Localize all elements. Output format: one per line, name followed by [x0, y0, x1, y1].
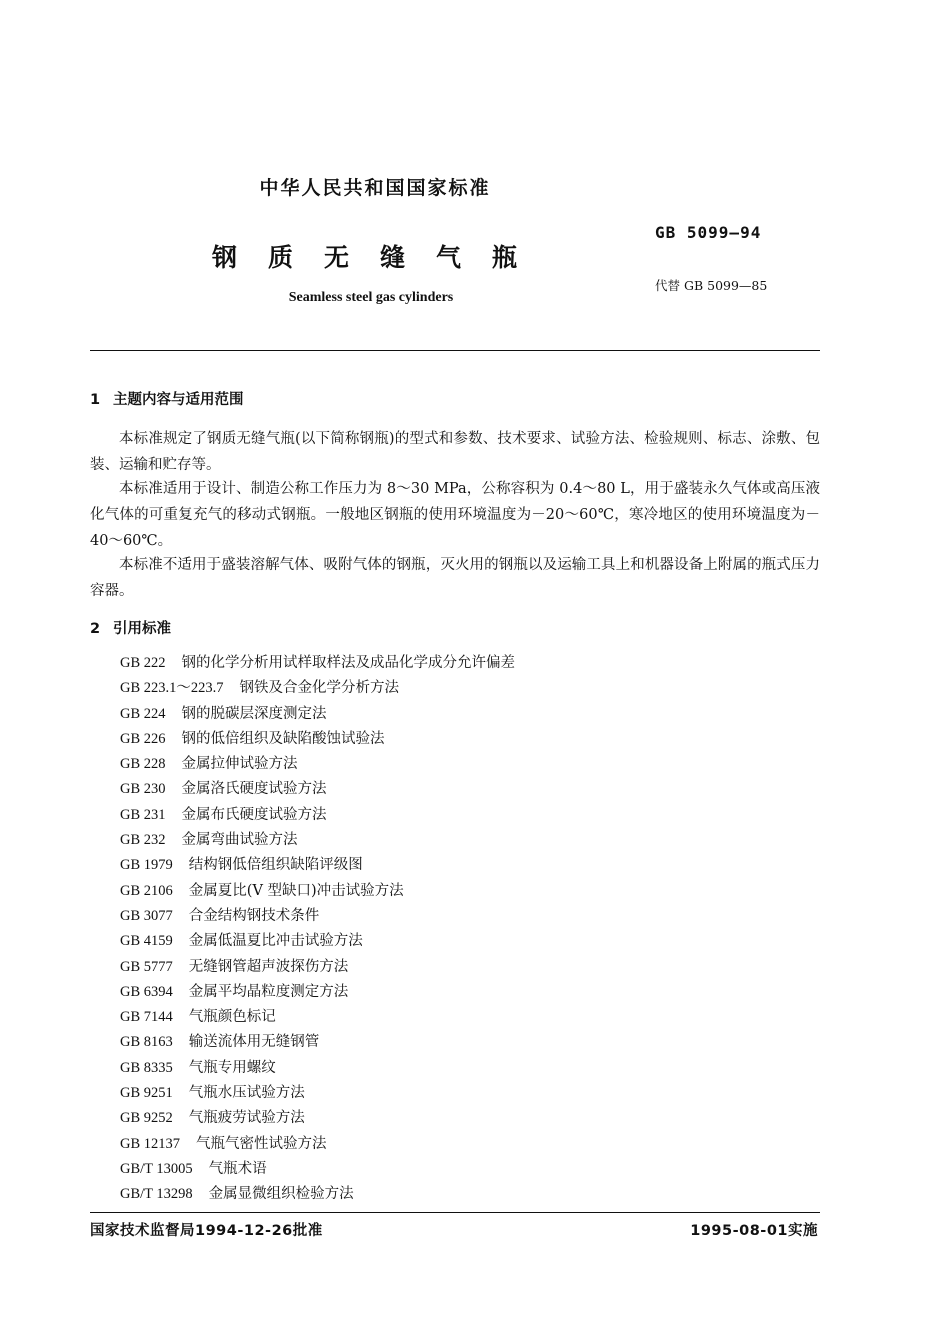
reference-list [120, 651, 515, 1208]
section-1-heading [90, 388, 244, 409]
reference-code: GB 9252 [120, 1110, 173, 1127]
reference-item [120, 1132, 515, 1157]
reference-title: 金属弯曲试验方法 [181, 832, 298, 849]
reference-item [120, 727, 515, 752]
reference-title: 钢的化学分析用试样取样法及成品化学成分允许偏差 [181, 655, 516, 671]
reference-title: 钢铁及合金化学分析方法 [239, 680, 400, 697]
reference-code: GB/T 13005 [120, 1160, 193, 1177]
section-1-paragraph-2: 本标准适用于设计、制造公称工作压力为 8～30 MPa，公称容积为 0.4～80 L，用于盛装永久气体或高压液化气体的可重复充气的移动式钢瓶。一般地区钢瓶的使用环境温度为－20～60℃，寒冷地区的使用环境温度为－40～60℃。 [90, 481, 820, 549]
reference-title: 无缝钢管超声波探伤方法 [188, 958, 349, 975]
section-2-title: 引用标准 [113, 621, 171, 637]
national-standard-title: 中华人民共和国国家标准 [259, 177, 491, 199]
document-title-cn: 钢质无缝气瓶 [212, 243, 549, 272]
reference-title: 金属显微组织检验方法 [208, 1186, 354, 1203]
reference-code: GB 12137 [120, 1135, 181, 1152]
reference-title: 钢的脱碳层深度测定法 [181, 705, 327, 722]
reference-item [120, 803, 515, 828]
reference-code: GB 232 [120, 832, 166, 849]
standard-number: GB 5099—94 [655, 223, 762, 242]
reference-item [120, 1106, 515, 1131]
reference-code: GB 2106 [120, 882, 173, 899]
reference-item [120, 1081, 515, 1106]
reference-title: 钢的低倍组织及缺陷酸蚀试验法 [181, 730, 385, 747]
reference-title: 金属夏比(V 型缺口)冲击试验方法 [188, 882, 404, 899]
reference-item [120, 828, 515, 853]
reference-code: GB 3077 [120, 907, 173, 924]
reference-item [120, 1157, 515, 1182]
reference-item [120, 651, 515, 676]
reference-item [120, 853, 515, 878]
reference-title: 金属低温夏比冲击试验方法 [188, 933, 363, 950]
reference-code: GB 7144 [120, 1009, 173, 1026]
footer-divider [90, 1212, 820, 1213]
reference-title: 合金结构钢技术条件 [188, 907, 320, 924]
reference-code: GB 5777 [120, 958, 173, 975]
reference-item [120, 879, 515, 904]
reference-code: GB/T 13298 [120, 1186, 193, 1203]
section-1-number: 1 [90, 392, 101, 408]
reference-title: 气瓶颜色标记 [188, 1009, 276, 1026]
section-2-heading [90, 617, 171, 638]
header-divider [90, 350, 820, 351]
reference-code: GB 231 [120, 806, 166, 823]
reference-title: 气瓶疲劳试验方法 [188, 1110, 305, 1127]
implementation-date: 1995-08-01实施 [690, 1223, 818, 1239]
reference-title: 结构钢低倍组织缺陷评级图 [188, 857, 363, 874]
reference-item [120, 752, 515, 777]
reference-title: 气瓶术语 [208, 1160, 267, 1177]
reference-title: 气瓶专用螺纹 [188, 1059, 276, 1076]
reference-item [120, 904, 515, 929]
reference-item [120, 929, 515, 954]
reference-code: GB 226 [120, 730, 166, 747]
reference-code: GB 222 [120, 655, 166, 671]
reference-item [120, 955, 515, 980]
section-1-paragraph-3: 本标准不适用于盛装溶解气体、吸附气体的钢瓶，灭火用的钢瓶以及运输工具上和机器设备上附属的瓶式压力容器。 [90, 557, 820, 599]
reference-item [120, 676, 515, 701]
reference-item [120, 980, 515, 1005]
reference-item [120, 1005, 515, 1030]
reference-code: GB 4159 [120, 933, 173, 950]
section-1-paragraph-1: 本标准规定了钢质无缝气瓶(以下简称钢瓶)的型式和参数、技术要求、试验方法、检验规则、标志、涂敷、包装、运输和贮存等。 [90, 431, 820, 473]
document-title-en: Seamless steel gas cylinders [288, 290, 454, 305]
reference-code: GB 230 [120, 781, 166, 798]
reference-code: GB 223.1～223.7 [120, 680, 224, 697]
reference-item [120, 1182, 515, 1207]
reference-title: 金属拉伸试验方法 [181, 756, 298, 773]
reference-code: GB 6394 [120, 983, 173, 1000]
reference-item [120, 702, 515, 727]
approval-note: 国家技术监督局1994-12-26批准 [90, 1223, 323, 1239]
reference-code: GB 228 [120, 756, 166, 773]
section-1-title: 主题内容与适用范围 [113, 392, 244, 408]
section-2-number: 2 [90, 621, 101, 637]
reference-title: 气瓶气密性试验方法 [196, 1135, 327, 1152]
reference-title: 金属洛氏硬度试验方法 [181, 781, 327, 798]
reference-code: GB 8163 [120, 1034, 173, 1051]
reference-item [120, 777, 515, 802]
replaces-standard: 代替 GB 5099—85 [655, 278, 768, 293]
reference-title: 金属布氏硬度试验方法 [181, 806, 327, 823]
reference-code: GB 224 [120, 705, 166, 722]
reference-code: GB 8335 [120, 1059, 173, 1076]
reference-title: 输送流体用无缝钢管 [188, 1034, 320, 1051]
reference-item [120, 1056, 515, 1081]
reference-item [120, 1030, 515, 1055]
reference-code: GB 9251 [120, 1085, 173, 1102]
reference-title: 金属平均晶粒度测定方法 [188, 983, 349, 1000]
reference-title: 气瓶水压试验方法 [188, 1085, 305, 1102]
reference-code: GB 1979 [120, 857, 173, 874]
